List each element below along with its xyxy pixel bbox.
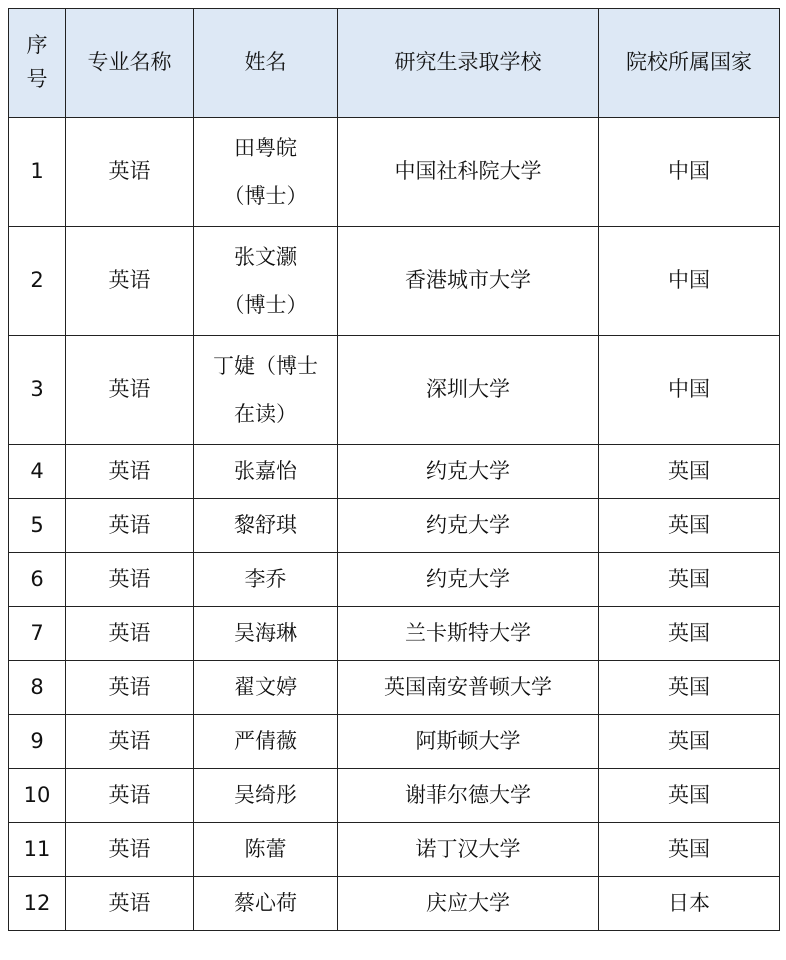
cell-seq: 6 [9,553,66,607]
cell-school: 庆应大学 [338,877,599,931]
header-row [9,9,780,118]
cell-major: 英语 [66,499,194,553]
cell-name: 严倩薇 [194,715,338,769]
header-name: 姓名 [194,9,338,118]
cell-school: 约克大学 [338,445,599,499]
cell-major: 英语 [66,118,194,227]
header-school: 研究生录取学校 [338,9,599,118]
cell-school: 香港城市大学 [338,227,599,336]
cell-major: 英语 [66,607,194,661]
header-country: 院校所属国家 [599,9,780,118]
cell-seq: 9 [9,715,66,769]
cell-name-text: 丁婕（博士在读） [213,353,318,426]
cell-name [194,227,338,336]
table-row [9,118,780,227]
table-row [9,336,780,445]
cell-school: 诺丁汉大学 [338,823,599,877]
cell-major: 英语 [66,661,194,715]
admission-table [8,8,780,931]
cell-major: 英语 [66,823,194,877]
cell-country: 英国 [599,553,780,607]
cell-country: 中国 [599,336,780,445]
cell-country: 英国 [599,823,780,877]
cell-country: 中国 [599,227,780,336]
cell-country: 中国 [599,118,780,227]
cell-country: 英国 [599,715,780,769]
cell-major: 英语 [66,877,194,931]
cell-major: 英语 [66,336,194,445]
table-row [9,715,780,769]
cell-school: 英国南安普顿大学 [338,661,599,715]
cell-country: 英国 [599,661,780,715]
table-row [9,227,780,336]
cell-name: 蔡心荷 [194,877,338,931]
cell-country: 英国 [599,445,780,499]
cell-country: 英国 [599,607,780,661]
cell-seq: 5 [9,499,66,553]
cell-country: 英国 [599,769,780,823]
table-row [9,769,780,823]
table-row [9,499,780,553]
cell-school: 兰卡斯特大学 [338,607,599,661]
cell-name-text: 田粤皖（博士） [223,135,308,208]
table-row [9,877,780,931]
cell-name: 吴绮彤 [194,769,338,823]
cell-seq: 8 [9,661,66,715]
cell-country: 日本 [599,877,780,931]
header-major: 专业名称 [66,9,194,118]
table-row [9,445,780,499]
cell-seq: 11 [9,823,66,877]
cell-seq: 3 [9,336,66,445]
cell-school: 约克大学 [338,553,599,607]
cell-name: 吴海琳 [194,607,338,661]
cell-name: 黎舒琪 [194,499,338,553]
header-seq: 序号 [9,9,66,118]
cell-name: 翟文婷 [194,661,338,715]
cell-seq: 7 [9,607,66,661]
cell-seq: 10 [9,769,66,823]
table-row [9,553,780,607]
table-row [9,661,780,715]
cell-school: 阿斯顿大学 [338,715,599,769]
cell-name: 李乔 [194,553,338,607]
cell-country: 英国 [599,499,780,553]
cell-major: 英语 [66,769,194,823]
cell-school: 中国社科院大学 [338,118,599,227]
cell-name [194,118,338,227]
cell-seq: 1 [9,118,66,227]
cell-seq: 4 [9,445,66,499]
cell-major: 英语 [66,715,194,769]
table-row [9,823,780,877]
cell-school: 约克大学 [338,499,599,553]
cell-seq: 2 [9,227,66,336]
cell-name [194,336,338,445]
cell-major: 英语 [66,445,194,499]
cell-name-text: 张文灏（博士） [223,244,308,317]
table-row [9,607,780,661]
cell-school: 深圳大学 [338,336,599,445]
cell-school: 谢菲尔德大学 [338,769,599,823]
cell-name: 张嘉怡 [194,445,338,499]
cell-major: 英语 [66,227,194,336]
cell-major: 英语 [66,553,194,607]
cell-seq: 12 [9,877,66,931]
cell-name: 陈蕾 [194,823,338,877]
